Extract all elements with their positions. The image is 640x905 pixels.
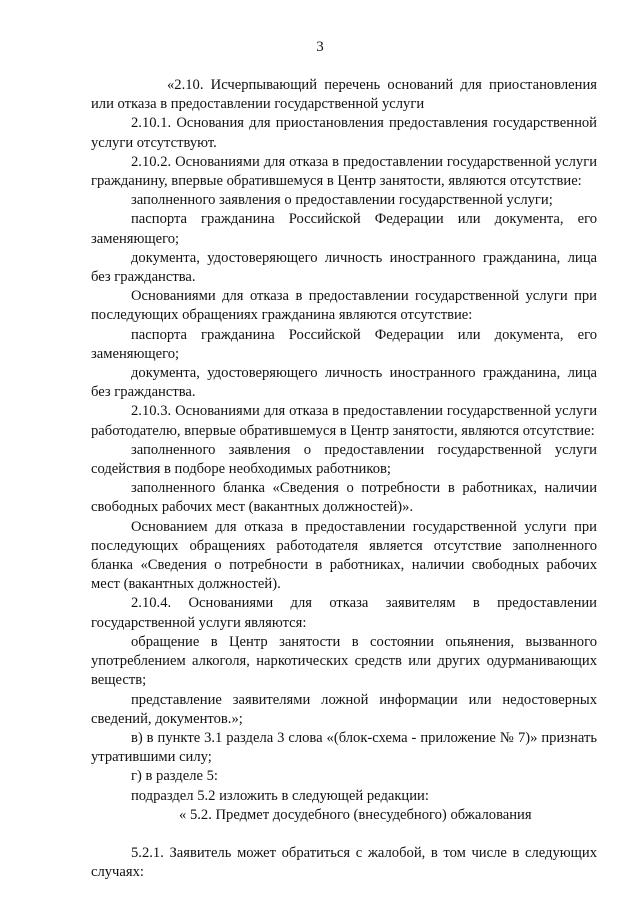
- amendment-item-g: г) в разделе 5:: [131, 768, 218, 785]
- list-item: документа, удостоверяющего личность иностранного гражданина, лица без гражданства.: [91, 249, 597, 286]
- paragraph-2-10-4: 2.10.4. Основаниями для отказа заявителям в предоставлении государственной услуги являются:: [91, 595, 597, 631]
- page-number: 3: [316, 39, 324, 55]
- list-item: паспорта гражданина Российской Федерации или документа, его заменяющего;: [91, 326, 597, 362]
- paragraph: подраздел 5.2 изложить в следующей редакции:: [131, 787, 429, 804]
- subsection-heading-5-2: « 5.2. Предмет досудебного (внесудебного) обжалования: [179, 806, 532, 823]
- list-item: документа, удостоверяющего личность иностранного гражданина, лица без гражданства.: [91, 365, 597, 401]
- list-item: представление заявителями ложной информации или недостоверных сведений, документов.»;: [91, 691, 597, 727]
- list-item: обращение в Центр занятости в состоянии опьянения, вызванного употреблением алкоголя, наркотических средств или других одурманивающих веществ;: [91, 633, 597, 689]
- document-body: [91, 76, 597, 882]
- paragraph-5-2-1: 5.2.1. Заявитель может обратиться с жалобой, в том числе в следующих случаях:: [91, 844, 597, 881]
- amendment-item-v: в) в пункте 3.1 раздела 3 слова «(блок-схема - приложение № 7)» признать утратившими силу;: [91, 729, 597, 766]
- paragraph: Основаниями для отказа в предоставлении государственной услуги при последующих обращениях гражданина являются отсутствие:: [91, 288, 597, 324]
- list-item: заполненного заявления о предоставлении государственной услуги;: [131, 192, 553, 209]
- paragraph-2-10-2: 2.10.2. Основаниями для отказа в предоставлении государственной услуги гражданину, впервые обратившемуся в Центр занятости, являются отсутствие:: [91, 153, 597, 190]
- paragraph-2-10-3: 2.10.3. Основаниями для отказа в предоставлении государственной услуги работодателю, впервые обратившемуся в Центр занятости, являются отсутствие:: [91, 403, 597, 439]
- paragraph: Основанием для отказа в предоставлении государственной услуги при последующих обращениях работодателя является отсутствие заполненного бланка «Сведения о потребности в работниках, наличии свободных рабочих мест (вакантных должностей).: [91, 518, 597, 593]
- list-item: заполненного бланка «Сведения о потребности в работниках, наличии свободных рабочих мест (вакантных должностей)».: [91, 480, 597, 516]
- paragraph-spacer: [91, 825, 597, 844]
- list-item: паспорта гражданина Российской Федерации или документа, его заменяющего;: [91, 211, 597, 247]
- list-item: заполненного заявления о предоставлении государственной услуги содействия в подборе необходимых работников;: [91, 441, 597, 478]
- section-heading-2-10: «2.10. Исчерпывающий перечень оснований для приостановления или отказа в предоставлении государственной услуги: [91, 77, 597, 113]
- paragraph-2-10-1: 2.10.1. Основания для приостановления предоставления государственной услуги отсутствуют.: [91, 115, 597, 151]
